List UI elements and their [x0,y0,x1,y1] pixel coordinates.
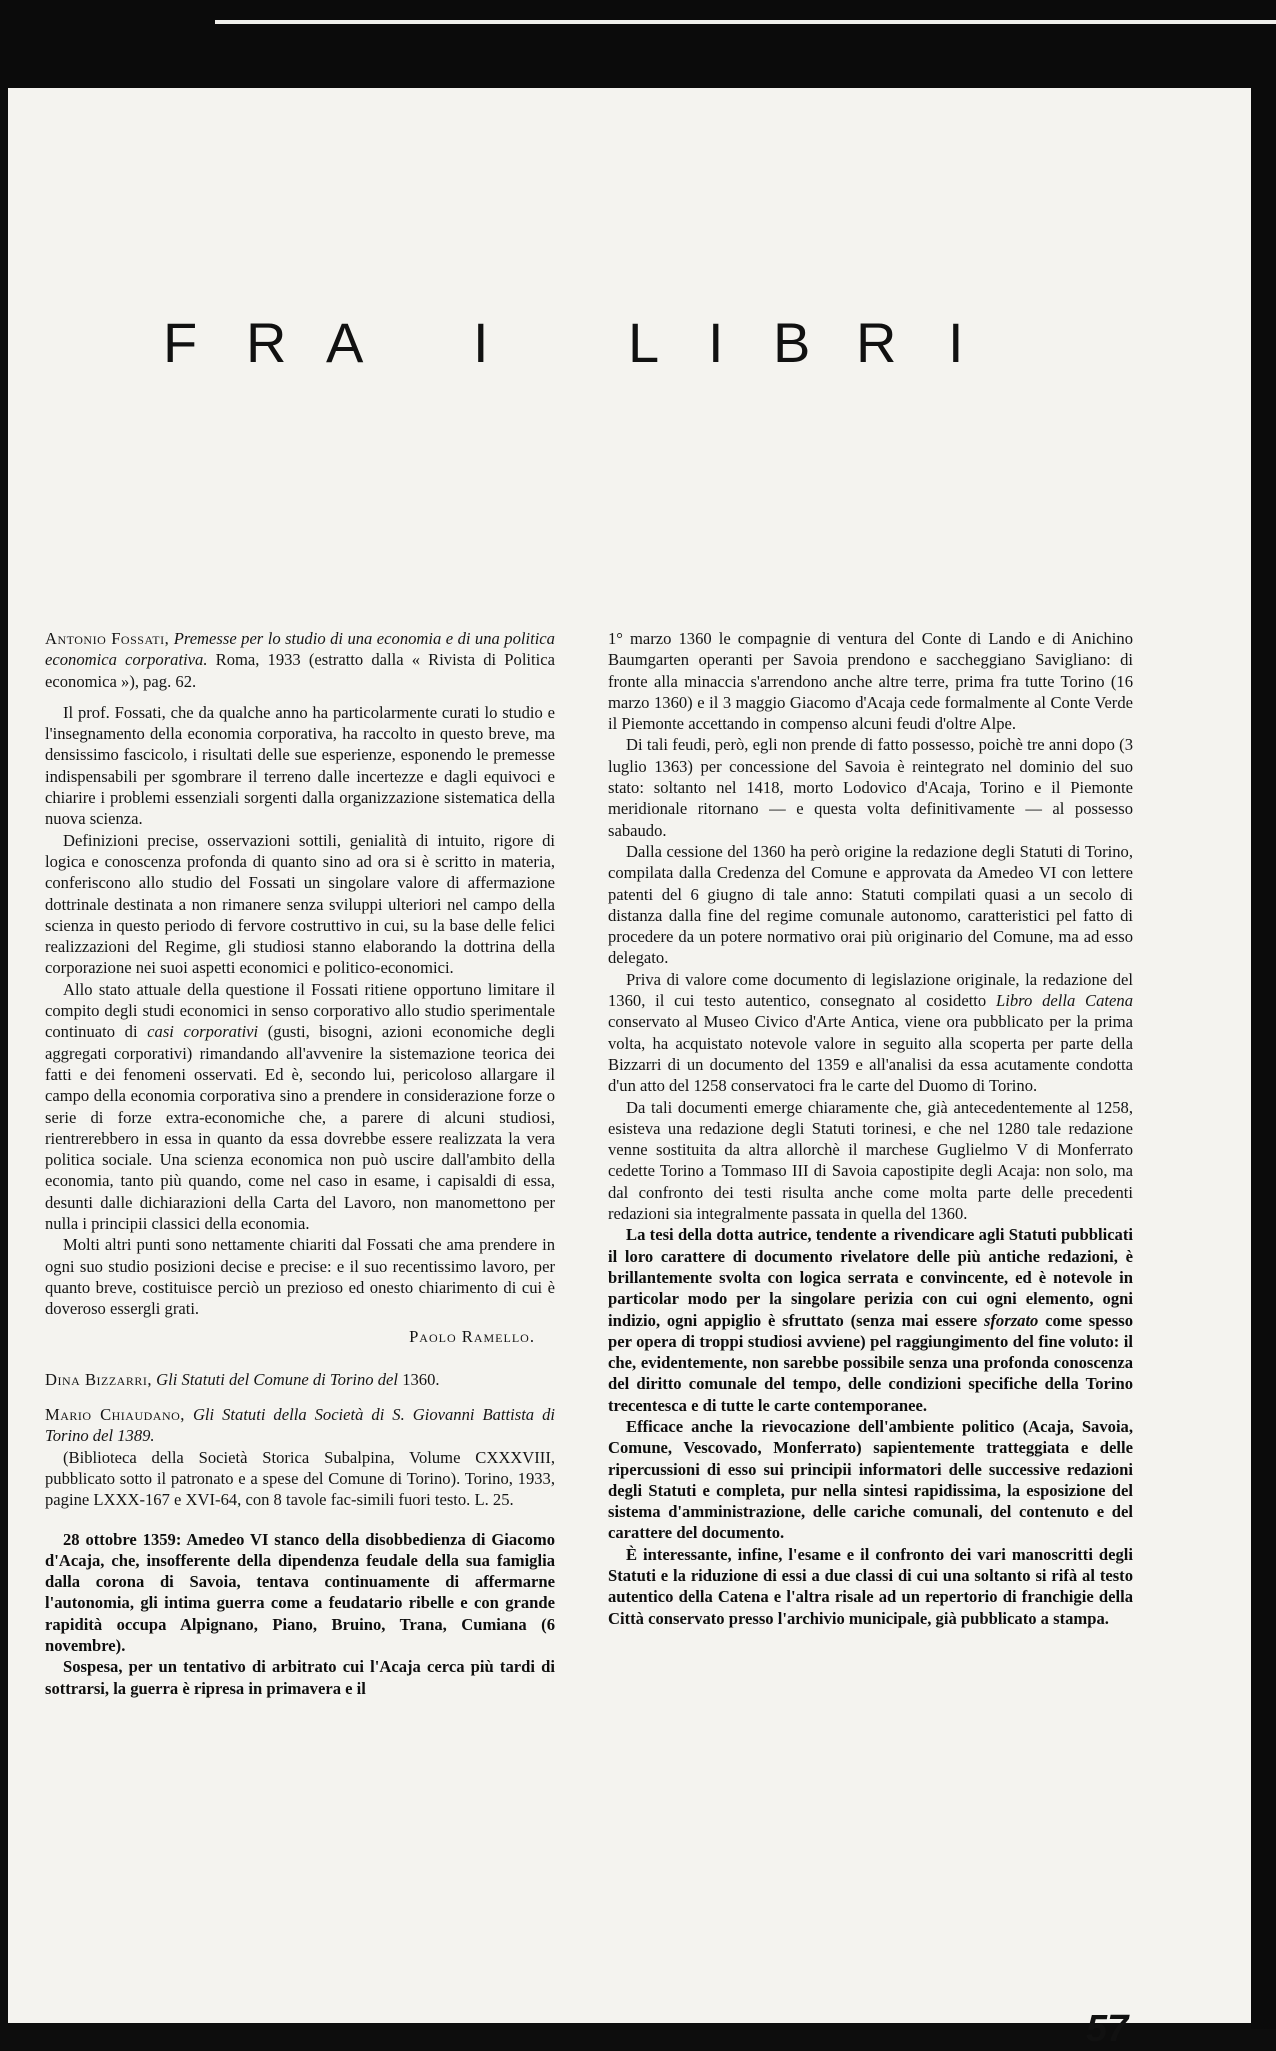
review2-author1: Dina Bizzarri, [45,1369,153,1389]
scan-right-border [1251,88,1276,2029]
heading-letter: R [246,311,287,374]
heading-letter: I [948,311,964,374]
page [8,88,1251,2050]
left-column [45,628,555,1699]
heading-letter: F [163,311,198,374]
right-paragraph: È interessante, infine, l'esame e il confronto dei vari manoscritti degli Statuti e la riduzione di essi a due classi di cui una soltanto si rifà al testo autentico della Catena e l'altra risale ad un repertorio di franchigie della Città conservato presso l'archivio municipale, già pubblicato a stampa. [608,1544,1133,1628]
review2-book1 [45,1369,555,1390]
review2-paragraph: 28 ottobre 1359: Amedeo VI stanco della disobbedienza di Giacomo d'Acaja, che, insofferente della dipendenza feudale della sua famiglia dalla corona di Savoia, tentava continuamente di affermarne l'autonomia, gli intima guerra come a feudatario ribelle e con grande rapidità occupa Alpignano, Piano, Bruino, Trana, Cumiana (6 novembre). [45,1529,555,1656]
review2-book2 [45,1404,555,1447]
review2-paragraph: Sospesa, per un tentativo di arbitrato cui l'Acaja cerca più tardi di sottrarsi, la guerra è ripresa in primavera e il [45,1657,555,1698]
right-paragraph: Di tali feudi, però, egli non prende di fatto possesso, poichè tre anni dopo (3 luglio 1363) per concessione del Savoia è reintegrato nel dominio del suo stato: soltanto nel 1418, morto Lodovico d'Acaja, Torino e il Piemonte meridionale ritornano — e questa volta definitivamente — al possesso sabaudo. [608,735,1133,840]
right-paragraph: Priva di valore come documento di legislazione originale, la redazione del 1360, il cui testo autentico, consegnato al cosidetto Libro della Catena conservato al Museo Civico d'Arte Antica, viene ora pubblicato per la prima volta, ha acquistato notevole valore in seguito alla scoperta per parte della Bizzarri di un documento del 1359 e all'analisi da essa acutamente condotta d'un atto del 1258 conservatoci fra le carte del Duomo di Torino. [608,969,1133,1096]
right-paragraph: Da tali documenti emerge chiaramente che, già antecedentemente al 1258, esisteva una redazione degli Statuti torinesi, e che nel 1280 tale redazione venne sostituita da altra allorchè il marchese Guglielmo V di Monferrato cedette Torino a Tommaso III di Savoia capostipite degli Acaja: non solo, ma dal confronto dei testi risulta anche come molta parte delle precedenti redazioni sia integralmente passata in quella del 1360. [608,1097,1133,1224]
review2-title2: Gli Statuti della Società di S. Giovanni Battista di Torino del 1389. [45,1405,555,1446]
review1-paragraph: Definizioni precise, osservazioni sottili, genialità di intuito, rigore di logica e conoscenza profonda di quanto sino ad ora si è scritto in materia, conferiscono allo studio del Fossati un singolare valore di affermazione dottrinale destinata a non rimanere senza sviluppi ulteriori nel campo della scienza in questo periodo di fervore costruttivo in cui, su la base delle felici realizzazioni del Regime, gli studiosi stanno elaborando la dottrina della corporazione nei suoi aspetti economici e politico-economici. [45,830,555,978]
right-paragraph: Efficace anche la rievocazione dell'ambiente politico (Acaja, Savoia, Comune, Vescovado, Monferrato) sapientemente tratteggiata e delle ripercussioni di esso sui principii informatori delle successive redazioni degli Statuti e completa, pur nella sintesi rapidissima, la esposizione del sistema d'amministrazione, delle cariche comunali, del contenuto e del carattere del documento. [608,1416,1133,1543]
review1-pub: Roma, 1933 (estratto dalla « Rivista di Politica economica »), pag. 62. [45,650,555,691]
scan-top-border [0,0,1276,90]
right-paragraph: Dalla cessione del 1360 ha però origine la redazione degli Statuti di Torino, compilata dalla Credenza del Comune e approvata da Amedeo VI con lettere patenti del 6 giugno di tale anno: Statuti compilati quasi a un secolo di distanza dalla fine del regime comunale autonomo, caratteristici pel fatto di procedere da un potere normativo orai più originario del Comune, ma ad esso delegato. [608,841,1133,968]
page-number: 57 [1086,2008,1129,2050]
heading-letter: R [856,311,897,374]
review2-title1: Gli Statuti del Comune di Torino del [156,1369,399,1389]
right-column [608,628,1133,1629]
scan-page-edge [215,20,1276,24]
heading-letter: L [628,311,660,374]
heading-letter: I [708,311,724,374]
review1-paragraph: Molti altri punti sono nettamente chiariti dal Fossati che ama prendere in ogni suo studio posizioni decise e precise: e il suo recentissimo lavoro, per quanto breve, costituisce perciò un prezioso ed onesto chiarimento di cui è doveroso essergli grati. [45,1235,555,1319]
right-paragraph: 1° marzo 1360 le compagnie di ventura del Conte di Lando e di Anichino Baumgarten operanti per Savoia prendono e saccheggiano Savigliano: di fronte alla minaccia s'arrendono anche altre terre, prima fra tutte Torino (16 marzo 1360) e il 3 maggio Giacomo d'Acaja cede formalmente al Conte Verde il Piemonte accettando in compenso alcuni feudi d'oltre Alpe. [608,629,1133,734]
review1-header [45,628,555,692]
review2-pub: (Biblioteca della Società Storica Subalpina, Volume CXXXVIII, pubblicato sotto il patronato e a spese del Comune di Torino). Torino, 1933, pagine LXXX-167 e XVI-64, con 8 tavole fac-simili fuori testo. L. 25. [45,1447,555,1510]
review1-signature: Paolo Ramello. [409,1326,535,1346]
heading-letter: A [326,311,364,374]
review1-paragraph: Il prof. Fossati, che da qualche anno ha particolarmente curati lo studio e l'insegnamento della economia corporativa, ha raccolto in questo breve, ma densissimo fascicolo, i risultati delle sue esperienze, esponendo le premesse indispensabili per sgombrare il terreno dalle incertezze e dagli equivoci e chiarire i problemi essenziali sorgenti dalla organizzazione sistematica della nuova scienza. [45,702,555,829]
heading-letter: B [773,311,811,374]
review2-author2: Mario Chiaudano, [45,1405,185,1425]
right-paragraph: La tesi della dotta autrice, tendente a rivendicare agli Statuti pubblicati il loro carattere di documento rivelatore delle più antiche redazioni, è brillantemente svolta con logica serrata e convincente, ed è notevole in particolar modo per la singolare perizia con cui ogni elemento, ogni indizio, ogni appiglio è sfruttato (senza mai essere sforzato come spesso per opera di troppi studiosi avviene) pel raggiungimento del fine voluto: il che, evidentemente, non sarebbe possibile senza una profonda conoscenza del diritto comunale del tempo, delle condizioni specifiche della Torino trecentesca e di tutte le carte contemporanee. [608,1225,1133,1415]
review1-title: Premesse per lo studio di una economia e di una politica economica corporativa. [45,629,555,670]
review2-year1: 1360. [402,1369,440,1389]
review1-paragraph: Allo stato attuale della questione il Fossati ritiene opportuno limitare il compito degli studi economici in senso corporativo allo studio sperimentale continuato di casi corporativi (gusti, bisogni, azioni economiche degli aggregati corporativi) rimandando all'avvenire la sistemazione teorica dei fatti e dei fenomeni osservati. Ed è, secondo lui, pericoloso allargare il campo della economia corporativa sino a prendere in considerazione forze o serie di forze extra-economiche che, a parere di alcuni studiosi, rientrerebbero in essa in quanto da essa dovrebbe essere realizzata la vera politica sociale. Una scienza economica non può uscire dall'ambito della economia, tanto più quando, come nel caso in esame, i capisaldi di essa, desunti dalle dichiarazioni della Carta del Lavoro, non manomettono per nulla i principii classici della economia. [45,979,556,1234]
review1-author: Antonio Fossati, [45,629,170,648]
heading-letter: I [473,311,489,374]
